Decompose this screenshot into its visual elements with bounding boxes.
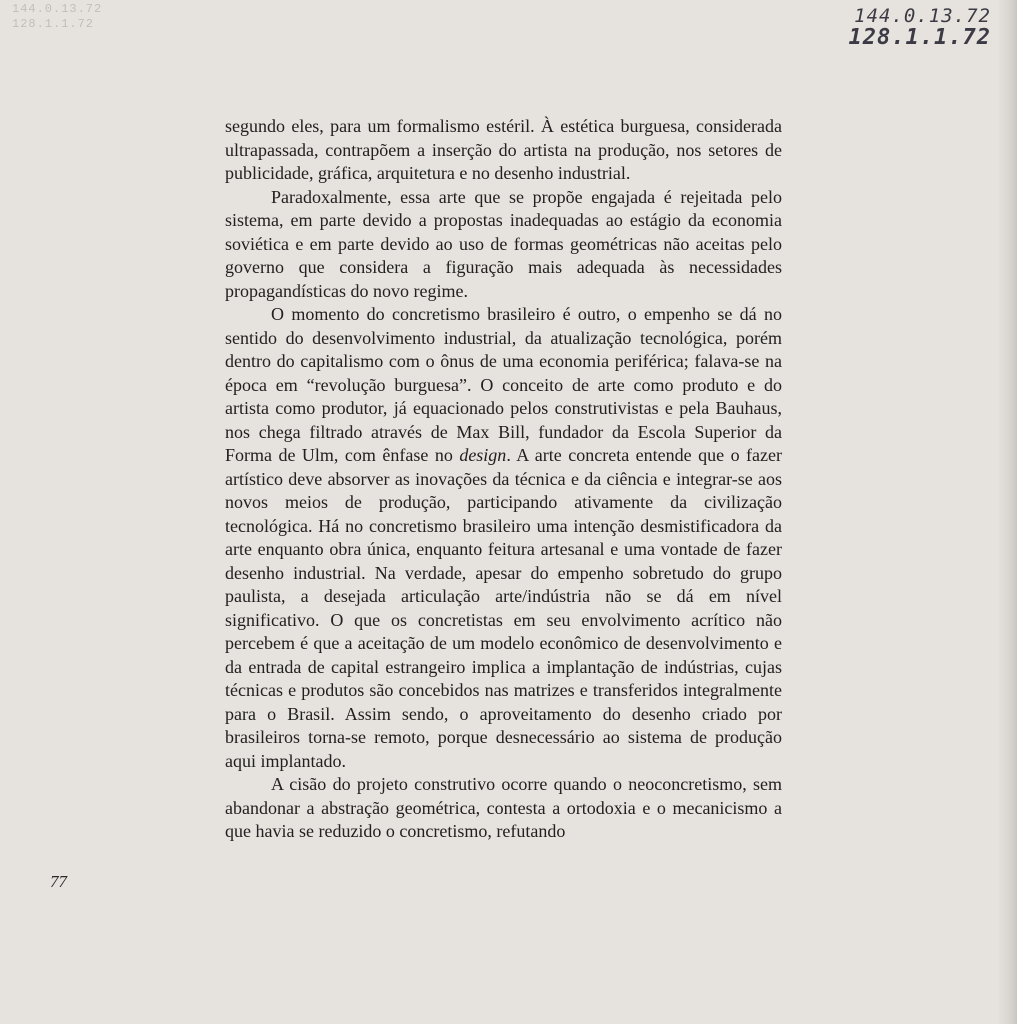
paragraph-4: A cisão do projeto construtivo ocorre quando o neoconcretismo, sem abandonar a abstração geométrica, contesta a ortodoxia e o mecanicismo a que havia se reduzido o concretismo, refutando bbox=[225, 774, 782, 841]
accession-number bbox=[849, 6, 991, 50]
faint-stamp-top-left bbox=[12, 2, 102, 32]
page-edge-shadow bbox=[997, 0, 1017, 1024]
faint-stamp-line-1: 144.0.13.72 bbox=[12, 2, 103, 16]
emphasis-design: design bbox=[459, 445, 507, 465]
accession-line-1: 144.0.13.72 bbox=[854, 5, 991, 27]
paragraph-3-part-2: . A arte concreta entende que o fazer artístico deve absorver as inovações da técnica e da ciência e integrar-se aos novos meios de produção, participando ativamente da civilização tecnológica. Há no concretismo brasileiro uma intenção desmistificadora da arte enquanto obra única, enquanto feitura artesanal e uma vontade de fazer desenho industrial. Na verdade, apesar do empenho sobretudo do grupo paulista, a desejada articulação arte/indústria não se dá em nível significativo. O que os concretistas em seu envolvimento acrítico não percebem é que a aceitação de um modelo econômico de desenvolvimento e da entrada de capital estrangeiro implica a implantação de indústrias, cujas técnicas e produtos são concebidos nas matrizes e transferidos integralmente para o Brasil. Assim sendo, o aproveitamento do desenho criado por brasileiros torna-se remoto, porque desnecessário ao sistema de produção aqui implantado. bbox=[225, 445, 782, 771]
paragraph-2: Paradoxalmente, essa arte que se propõe engajada é rejeitada pelo sistema, em parte devido a propostas inadequadas ao estágio da economia soviética e em parte devido ao uso de formas geométricas não aceitas pelo governo que considera a figuração mais adequada às necessidades propagandísticas do novo regime. bbox=[225, 186, 782, 301]
faint-stamp-line-2: 128.1.1.72 bbox=[12, 17, 95, 31]
paragraph-1: segundo eles, para um formalismo estéril. À estética burguesa, considerada ultrapassada, contrapõem a inserção do artista na produção, nos setores de publicidade, gráfica, arquitetura e no desenho industrial. bbox=[225, 116, 782, 183]
body-text bbox=[225, 115, 782, 844]
page-number: 77 bbox=[50, 872, 67, 891]
accession-line-2: 128.1.1.72 bbox=[848, 25, 991, 50]
paragraph-3-part-1: O momento do concretismo brasileiro é outro, o empenho se dá no sentido do desenvolvimento industrial, da atualização tecnológica, porém dentro do capitalismo com o ônus de uma economia periférica; falava-se na época em “revolução burguesa”. O conceito de arte como produto e do artista como produtor, já equacionado pelos construtivistas e pela Bauhaus, nos chega filtrado através de Max Bill, fundador da Escola Superior da Forma de Ulm, com ênfase no bbox=[225, 304, 782, 465]
paragraph-3 bbox=[225, 303, 782, 773]
